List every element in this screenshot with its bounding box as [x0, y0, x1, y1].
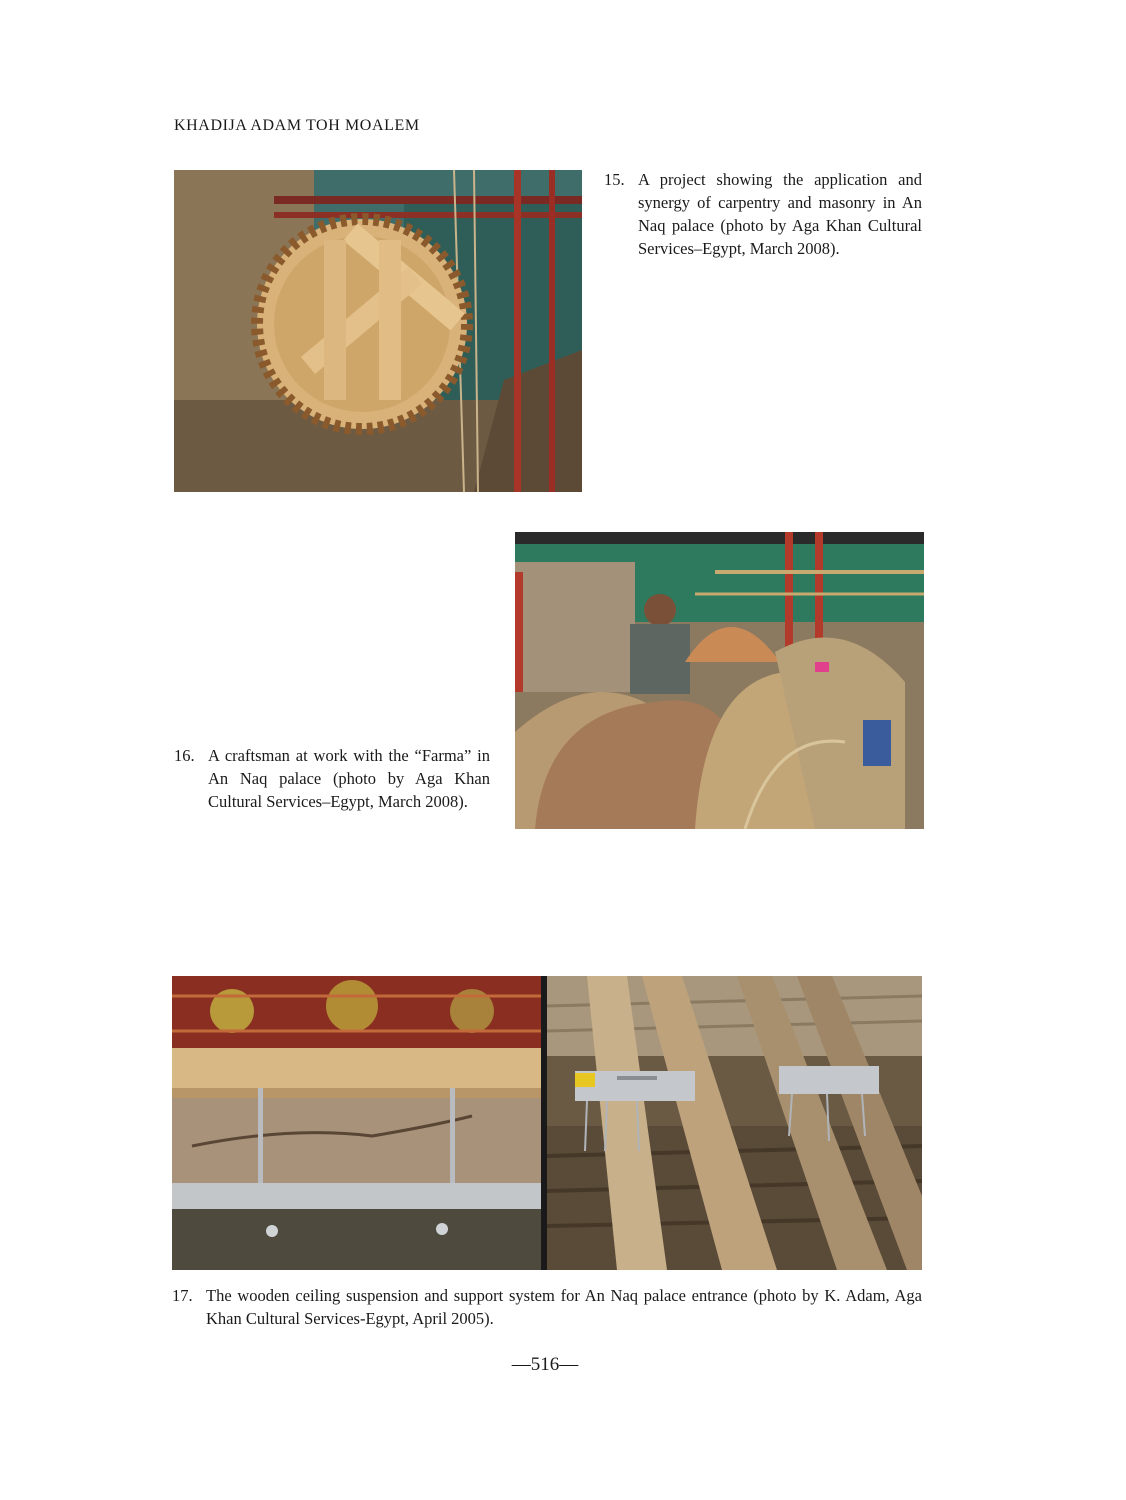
caption-number: 17. [172, 1286, 193, 1305]
photo-roof-beam-support [547, 976, 922, 1270]
photo-ceiling-suspension [172, 976, 541, 1270]
caption-text: The wooden ceiling suspension and support system for An Naq palace entrance (photo by K. Adam, Aga Khan Cultural Services-Egypt, April 2005). [206, 1286, 922, 1328]
caption-text: A project showing the application and synergy of carpentry and masonry in An Naq palace (photo by Aga Khan Cultural Services–Egypt, March 2008). [638, 170, 922, 258]
page-number: —516— [511, 1354, 579, 1375]
caption-figure-16 [174, 744, 490, 813]
caption-number: 15. [604, 170, 625, 189]
photo-circular-formwork [174, 170, 582, 492]
caption-figure-15 [604, 168, 922, 260]
caption-figure-17 [172, 1284, 922, 1330]
caption-text: A craftsman at work with the “Farma” in An Naq palace (photo by Aga Khan Cultural Services–Egypt, March 2008). [208, 746, 490, 811]
caption-number: 16. [174, 746, 195, 765]
running-head: KHADIJA ADAM TOH MOALEM [174, 117, 420, 134]
photo-craftsman-farma [515, 532, 924, 829]
